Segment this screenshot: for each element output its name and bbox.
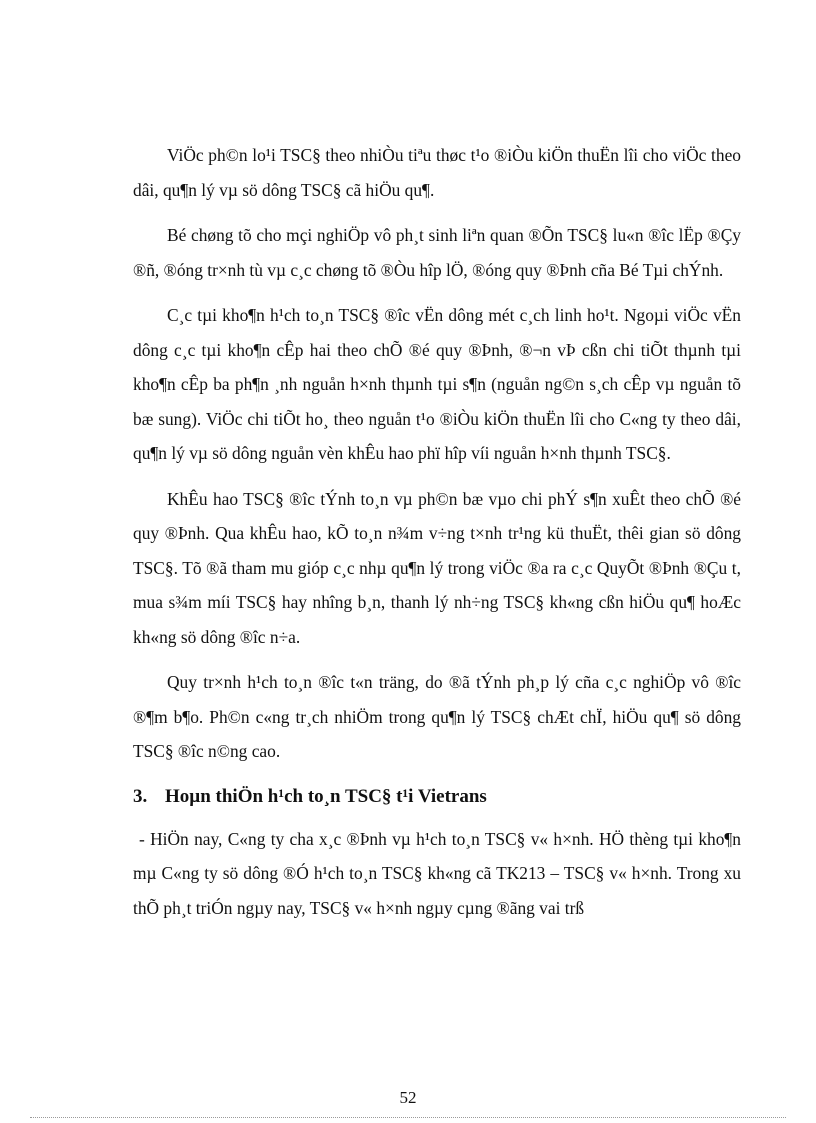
section-heading <box>133 780 741 814</box>
page-number: 52 <box>399 1088 417 1107</box>
section-title: Hoµn thiÖn h¹ch to¸n TSC§ t¹i Vietrans <box>165 785 487 807</box>
paragraph-documents: Bé chøng tõ cho mçi nghiÖp vô ph¸t sinh liªn quan ®Õn TSC§ lu«n ®îc lËp ®Çy ®ñ, ®óng tr×nh tù vµ c¸c chøng tõ ®Òu hîp lÖ, ®óng quy ®Þnh cña Bé Tµi chÝnh. <box>133 225 741 280</box>
bullet-paragraph: - HiÖn nay, C«ng ty cha x¸c ®Þnh vµ h¹ch to¸n TSC§ v« h×nh. HÖ thèng tµi kho¶n mµ C«ng ty sö dông ®Ó h¹ch to¸n TSC§ kh«ng cã TK213 – TSC§ v« h×nh. Trong xu thÕ ph¸t triÓn ngµy nay, TSC§ v« h×nh ngµy cµng ®ãng vai trß <box>133 828 741 918</box>
paragraph-procedure: Quy tr×nh h¹ch to¸n ®îc t«n träng, do ®ã tÝnh ph¸p lý cña c¸c nghiÖp vô ®îc ®¶m b¶o. Ph©n c«ng tr¸ch nhiÖm trong qu¶n lý TSC§ chÆt chÏ, hiÖu qu¶ sö dông TSC§ ®îc n©ng cao. <box>133 672 741 761</box>
section-number: 3. <box>133 785 148 807</box>
paragraph-classification: ViÖc ph©n lo¹i TSC§ theo nhiÒu tiªu thøc t¹o ®iÒu kiÖn thuËn lîi cho viÖc theo dâi, qu¶n lý vµ sö dông TSC§ cã hiÖu qu¶. <box>133 145 741 200</box>
paragraph-depreciation: KhÊu hao TSC§ ®îc tÝnh to¸n vµ ph©n bæ vµo chi phÝ s¶n xuÊt theo chÕ ®é quy ®Þnh. Qua khÊu hao, kÕ to¸n n¾m v÷ng t×nh tr¹ng kü thuËt, thêi gian sö dông TSC§. Tõ ®ã tham mu gióp c¸c nhµ qu¶n lý trong viÖc ®a ra c¸c QuyÕt ®Þnh ®Çu t, mua s¾m míi TSC§ hay nhîng b¸n, thanh lý nh÷ng TSC§ kh«ng cßn hiÖu qu¶ hoÆc kh«ng sö dông ®îc n÷a. <box>133 488 741 647</box>
paragraph-accounts: C¸c tµi kho¶n h¹ch to¸n TSC§ ®îc vËn dông mét c¸ch linh ho¹t. Ngoµi viÖc vËn dông c¸c tµi kho¶n cÊp hai theo chÕ ®é quy ®Þnh, ®¬n vÞ cßn chi tiÕt thµnh tµi kho¶n cÊp ba ph¶n ¸nh nguån h×nh thµnh tµi s¶n (nguån ng©n s¸ch cÊp vµ nguån tõ bæ sung). ViÖc chi tiÕt ho¸ theo nguån t¹o ®iÒu kiÖn thuËn lîi cho C«ng ty theo dâi, qu¶n lý vµ sö dông nguån vèn khÊu hao phï hîp víi nguån h×nh thµnh TSC§. <box>133 305 741 463</box>
footer-divider <box>30 1117 786 1118</box>
page-body <box>133 138 741 925</box>
